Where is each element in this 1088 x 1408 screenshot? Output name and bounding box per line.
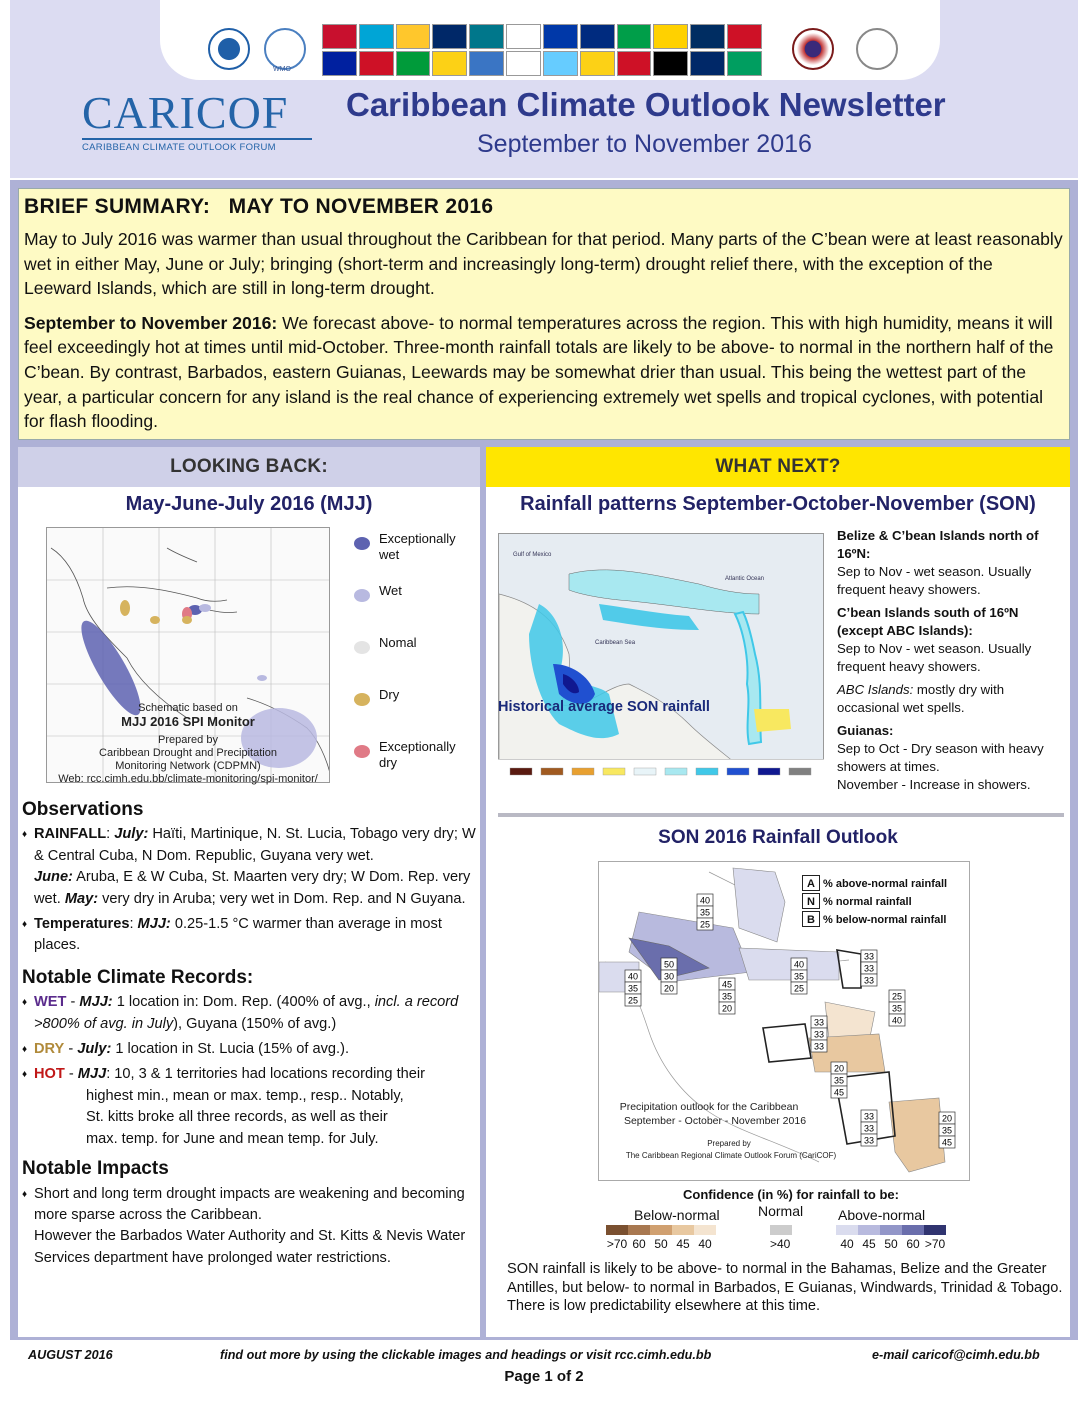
legend-swatch-icon xyxy=(354,745,370,758)
below-normal-label: Below-normal xyxy=(634,1207,720,1223)
observations-list xyxy=(22,824,480,956)
rainfall-label: RAINFALL xyxy=(34,826,107,843)
observations-section xyxy=(22,799,480,1273)
may-label: May: xyxy=(64,890,99,907)
probability-value: 33 xyxy=(863,1111,875,1122)
caption-line: Prepared by xyxy=(158,734,218,746)
hot-label: HOT xyxy=(34,1066,65,1083)
probability-value: 35 xyxy=(941,1125,953,1136)
probability-value: 25 xyxy=(627,995,639,1006)
caricof-wordmark: CARICOF xyxy=(82,87,289,138)
confidence-swatch xyxy=(880,1225,902,1235)
abn-row xyxy=(802,893,947,911)
outlook-caption-line: Prepared by xyxy=(707,1139,751,1148)
outlook-caption-line: September - October - November 2016 xyxy=(623,1115,807,1127)
temperatures-label: Temperatures xyxy=(34,916,130,933)
probability-value: 33 xyxy=(863,1135,875,1146)
confidence-value: 40 xyxy=(840,1237,854,1251)
probability-value: 35 xyxy=(627,983,639,994)
legend-item xyxy=(354,583,474,635)
rainfall-scale xyxy=(498,759,824,785)
region-abc xyxy=(837,681,1067,717)
normal-label: Normal xyxy=(758,1203,804,1219)
region-guianas xyxy=(837,722,1067,794)
scale-swatch xyxy=(665,768,687,775)
probability-value: 20 xyxy=(663,983,675,994)
summary-heading[interactable]: BRIEF SUMMARY: MAY TO NOVEMBER 2016 xyxy=(24,195,494,218)
looking-back-column xyxy=(18,447,480,1337)
hot-text: highest min., mean or max. temp., resp.. Notably, xyxy=(86,1087,404,1104)
caption-monitor-name: MJJ 2016 SPI Monitor xyxy=(121,714,255,729)
normal-value-row xyxy=(770,1237,790,1251)
region-heading: Guianas: xyxy=(837,723,894,738)
cimh-logo-icon[interactable] xyxy=(856,28,898,70)
wet-text-italic: incl. a record >800% of avg. in July xyxy=(34,994,459,1032)
son-outlook-summary: SON rainfall is likely to be above- to normal in the Bahamas, Belize and the Greater Antilles, but below- to normal in Barbados, E Guianas, Windwards, Trinidad & Tobago. There is low predictability elsewhere at this time. xyxy=(507,1261,1063,1314)
probability-value: 33 xyxy=(863,1123,875,1134)
scale-swatch xyxy=(727,768,749,775)
hot-text: : 10, 3 & 1 territories had locations recording their xyxy=(106,1066,425,1083)
page-number: Page 1 of 2 xyxy=(504,1368,584,1385)
section-divider xyxy=(498,813,1064,817)
region-text: mostly dry with occasional wet spells. xyxy=(837,682,1005,715)
normal-bar xyxy=(770,1225,792,1235)
son-outlook-title[interactable]: SON 2016 Rainfall Outlook xyxy=(658,827,898,848)
summary-paragraph-1: May to July 2016 was warmer than usual throughout the Caribbean for that period. Many parts of the C’bean were at least reasonably wet in either May, June or July; bringing (short-term and increasingly long-term) drought relief there, with the exception of the Leeward Islands, which are still in long-term drought. xyxy=(24,229,1063,299)
noaa-logo-icon[interactable] xyxy=(208,28,250,70)
scale-swatch xyxy=(758,768,780,775)
looking-back-band[interactable]: LOOKING BACK: xyxy=(18,447,480,487)
caption-line: Caribbean Drought and Precipitation xyxy=(99,747,277,759)
records-list xyxy=(22,992,480,1150)
scale-swatch xyxy=(541,768,563,775)
confidence-value: 50 xyxy=(654,1237,668,1251)
caption-line: Monitoring Network (CDPMN) xyxy=(115,760,261,772)
confidence-value: >70 xyxy=(924,1237,946,1251)
probability-value: 25 xyxy=(793,983,805,994)
confidence-swatch xyxy=(694,1225,716,1235)
probability-value: 35 xyxy=(833,1075,845,1086)
june-text: Aruba, E & W Cuba, St. Maarten very dry; W Dom. Rep. very wet. xyxy=(34,869,471,907)
newsletter-header xyxy=(10,0,1078,178)
mjj-map-caption xyxy=(46,702,330,786)
confidence-swatch xyxy=(858,1225,880,1235)
confidence-swatch xyxy=(836,1225,858,1235)
caption-line: Schematic based on xyxy=(138,702,238,714)
summary-forecast-lead: September to November 2016: xyxy=(24,312,278,333)
map-label-caribbean: Caribbean Sea xyxy=(595,640,636,646)
list-item: ♦ HOT - MJJ: 10, 3 & 1 territories had locations recording their highest min., mean or max. temp., resp.. Notably, St. kitts broke all three records, as well as their max. temp. for June and mean temp. for July. xyxy=(22,1064,480,1150)
list-item: ♦ Temperatures: MJJ: 0.25-1.5 °C warmer than average in most places. xyxy=(22,914,480,957)
footer xyxy=(0,1348,1088,1370)
impacts-text: Short and long term drought impacts are weakening and becoming more sparse across the Caribbean. xyxy=(34,1185,465,1223)
hot-period: MJJ xyxy=(77,1066,107,1083)
probability-value: 45 xyxy=(833,1087,845,1098)
confidence-swatch xyxy=(628,1225,650,1235)
footer-date: AUGUST 2016 xyxy=(28,1348,113,1362)
newsletter-title: Caribbean Climate Outlook Newsletter xyxy=(346,86,946,123)
abn-key xyxy=(802,875,947,929)
legend-label: Dry xyxy=(379,687,400,702)
confidence-swatch xyxy=(606,1225,628,1235)
wmo-logo-icon[interactable] xyxy=(264,28,306,70)
june-label: June: xyxy=(34,869,73,886)
abn-row xyxy=(802,911,947,929)
legend-item xyxy=(354,687,474,739)
confidence-value: 45 xyxy=(676,1237,690,1251)
region-text: Sep to Oct - Dry season with heavy showers at times. xyxy=(837,741,1044,774)
probability-value: 25 xyxy=(891,991,903,1002)
confidence-swatch xyxy=(924,1225,946,1235)
list-item: ♦ WET - MJJ: 1 location in: Dom. Rep. (400% of avg., incl. a record >800% of avg. in July), Guyana (150% of avg.) xyxy=(22,992,480,1035)
probability-value: 50 xyxy=(663,959,675,970)
dry-label: DRY xyxy=(34,1041,65,1058)
above-normal-label: Above-normal xyxy=(838,1207,926,1223)
region-south xyxy=(837,604,1067,676)
probability-value: 35 xyxy=(699,907,711,918)
probability-value: 33 xyxy=(813,1017,825,1028)
list-item xyxy=(22,1184,480,1270)
probability-value: 20 xyxy=(833,1063,845,1074)
confidence-title: Confidence (in %) for rainfall to be: xyxy=(683,1187,899,1202)
map-label-gulf: Gulf of Mexico xyxy=(513,552,552,558)
historical-son-label: Historical average SON rainfall xyxy=(498,699,710,715)
region-text: Sep to Nov - wet season. Usually frequent heavy showers. xyxy=(837,564,1032,597)
legend-item xyxy=(354,739,474,791)
spi-monitor-link[interactable]: Web: rcc.cimh.edu.bb/climate-monitoring/spi-monitor/ xyxy=(58,773,318,785)
region-text: November - Increase in showers. xyxy=(837,777,1031,792)
impacts-text: However the Barbados Water Authority and St. Kitts & Nevis Water Services department have prolonged water restrictions. xyxy=(34,1228,466,1266)
above-normal-bars xyxy=(836,1225,946,1235)
confidence-swatch xyxy=(650,1225,672,1235)
legend-item xyxy=(354,531,474,583)
scale-swatch xyxy=(634,768,656,775)
confidence-swatch xyxy=(902,1225,924,1235)
scale-swatch xyxy=(789,768,811,775)
dry-period: July: xyxy=(77,1041,112,1058)
july-label: July: xyxy=(114,826,149,843)
map-label-atlantic: Atlantic Ocean xyxy=(725,576,765,582)
temp-text: 0.25-1.5 °C warmer than average in most places. xyxy=(34,916,442,954)
scale-swatch xyxy=(572,768,594,775)
confidence-value: 50 xyxy=(884,1237,898,1251)
below-normal-values xyxy=(606,1237,716,1251)
outlook-caption-line: Precipitation outlook for the Caribbean xyxy=(619,1101,799,1113)
son-map-graphic xyxy=(499,534,824,783)
confidence-value: 60 xyxy=(632,1237,646,1251)
probability-value: 25 xyxy=(699,919,711,930)
probability-value: 33 xyxy=(813,1029,825,1040)
legend-swatch-icon xyxy=(354,641,370,654)
footer-email-link[interactable]: e-mail caricof@cimh.edu.bb xyxy=(872,1348,1040,1362)
legend-swatch-icon xyxy=(354,693,370,706)
scale-swatch xyxy=(696,768,718,775)
probability-value: 40 xyxy=(699,895,711,906)
footer-more-info-link[interactable]: find out more by using the clickable images and headings or visit rcc.cimh.edu.bb xyxy=(220,1348,712,1362)
probability-value: 33 xyxy=(863,951,875,962)
summary-paragraph-2 xyxy=(24,311,1064,434)
probability-value: 35 xyxy=(891,1003,903,1014)
mjj-legend xyxy=(354,531,474,791)
confidence-swatch xyxy=(672,1225,694,1235)
caricof-subtitle: CARIBBEAN CLIMATE OUTLOOK FORUM xyxy=(82,142,276,153)
probability-value: 35 xyxy=(793,971,805,982)
probability-value: 35 xyxy=(721,991,733,1002)
probability-value: 40 xyxy=(627,971,639,982)
confidence-value: >70 xyxy=(606,1237,628,1251)
below-normal-bars xyxy=(606,1225,716,1235)
confidence-value: 60 xyxy=(906,1237,920,1251)
hot-text: St. kitts broke all three records, as well as their xyxy=(86,1109,388,1126)
legend-item xyxy=(354,635,474,687)
wet-text-b: ), Guyana (150% of avg.) xyxy=(173,1015,337,1032)
region-heading: C’bean Islands south of 16ºN (except ABC Islands): xyxy=(837,605,1019,638)
abn-row xyxy=(802,875,947,893)
region-heading: ABC Islands: xyxy=(837,682,914,697)
probability-value: 30 xyxy=(663,971,675,982)
records-heading[interactable]: Notable Climate Records: xyxy=(22,966,254,988)
partner-logo-strip xyxy=(160,0,940,80)
legend-label: Wet xyxy=(379,583,402,598)
region-text: Sep to Nov - wet season. Usually frequent heavy showers. xyxy=(837,641,1032,674)
what-next-band[interactable]: WHAT NEXT? xyxy=(486,447,1070,487)
legend-label: Exceptionally wet xyxy=(379,531,456,562)
observations-heading[interactable]: Observations xyxy=(22,799,144,820)
abn-text: % below-normal rainfall xyxy=(823,914,947,926)
confidence-value: 45 xyxy=(862,1237,876,1251)
abn-text: % above-normal rainfall xyxy=(823,878,948,890)
region-heading: Belize & C’bean Islands north of 16ºN: xyxy=(837,528,1039,561)
rainfall-scale-graphic xyxy=(498,760,824,786)
logo-rule xyxy=(82,138,312,140)
summary-forecast-text: We forecast above- to normal temperatures across the region. This with high humidity, means it will feel exceedingly hot at times until mid-October. Three-month rainfall totals are likely to be above- to normal in the northern half of the C’bean. By contrast, Barbados, eastern Guianas, Leewards may be somewhat drier than usual. This being the wettest part of the year, a particular concern for any island is the real chance of experiencing extremely wet spells and tropical cyclones, with potential for flash flooding. xyxy=(24,312,1054,432)
probability-value: 20 xyxy=(721,1003,733,1014)
son-historical-map[interactable] xyxy=(498,533,824,783)
normal-swatch xyxy=(770,1225,792,1235)
impacts-heading[interactable]: Notable Impacts xyxy=(22,1158,169,1180)
may-text: very dry in Aruba; very wet in Dom. Rep. and N Guyana. xyxy=(98,890,466,907)
probability-value: 33 xyxy=(863,963,875,974)
abn-letter: N xyxy=(802,893,820,909)
scale-swatch xyxy=(510,768,532,775)
list-item: ♦ DRY - July: 1 location in St. Lucia (15% of avg.). xyxy=(22,1039,480,1060)
wet-label: WET xyxy=(34,994,67,1011)
legend-swatch-icon xyxy=(354,589,370,602)
member-flags[interactable] xyxy=(322,24,762,76)
outlook-caption-line: The Caribbean Regional Climate Outlook Forum (CariCOF) xyxy=(625,1151,837,1160)
newsletter-period: September to November 2016 xyxy=(477,130,812,158)
impacts-list xyxy=(22,1184,480,1270)
probability-value: 40 xyxy=(891,1015,903,1026)
scale-swatch xyxy=(603,768,625,775)
dry-text: 1 location in St. Lucia (15% of avg.). xyxy=(111,1041,350,1058)
probability-value: 45 xyxy=(721,979,733,990)
list-item: ♦ RAINFALL: July: Haïti, Martinique, N. St. Lucia, Tobago very dry; W & Central Cuba, N Dom. Republic, Guyana very wet. June: Aruba, E & W Cuba, St. Maarten very dry; W Dom. Rep. very wet. May: very dry in Aruba; very wet in Dom. Rep. and N Guyana. xyxy=(22,824,480,910)
mjj-title[interactable]: May-June-July 2016 (MJJ) xyxy=(125,493,373,515)
legend-label: Nomal xyxy=(379,635,417,650)
temp-period-label: MJJ: xyxy=(137,916,171,933)
abn-text: % normal rainfall xyxy=(823,896,912,908)
normal-value: >40 xyxy=(770,1237,791,1251)
confidence-value: 40 xyxy=(698,1237,712,1251)
what-next-column xyxy=(486,447,1070,1337)
wet-period: MJJ: xyxy=(79,994,113,1011)
legend-label: Exceptionally dry xyxy=(379,739,456,770)
above-normal-values xyxy=(836,1237,946,1251)
probability-value: 33 xyxy=(813,1041,825,1052)
wet-text-a: 1 location in: Dom. Rep. (400% of avg., xyxy=(112,994,375,1011)
region-north xyxy=(837,527,1067,599)
probability-value: 45 xyxy=(941,1137,953,1148)
july-text: Haïti, Martinique, N. St. Lucia, Tobago very dry; W & Central Cuba, N Dom. Republic, Guyana very wet. xyxy=(34,826,476,864)
caricof-logo[interactable] xyxy=(82,87,312,153)
cdema-logo-icon[interactable] xyxy=(792,28,834,70)
regional-descriptions xyxy=(837,527,1067,799)
wmo-label: WMO xyxy=(273,66,291,73)
brief-summary xyxy=(18,188,1070,440)
son-patterns-title[interactable]: Rainfall patterns September-October-November (SON) xyxy=(520,493,1036,515)
hot-text: max. temp. for June and mean temp. for July. xyxy=(86,1130,379,1147)
probability-value: 40 xyxy=(793,959,805,970)
abn-letter: B xyxy=(802,911,820,927)
abn-letter: A xyxy=(802,875,820,891)
probability-value: 20 xyxy=(941,1113,953,1124)
legend-swatch-icon xyxy=(354,537,370,550)
probability-value: 33 xyxy=(863,975,875,986)
